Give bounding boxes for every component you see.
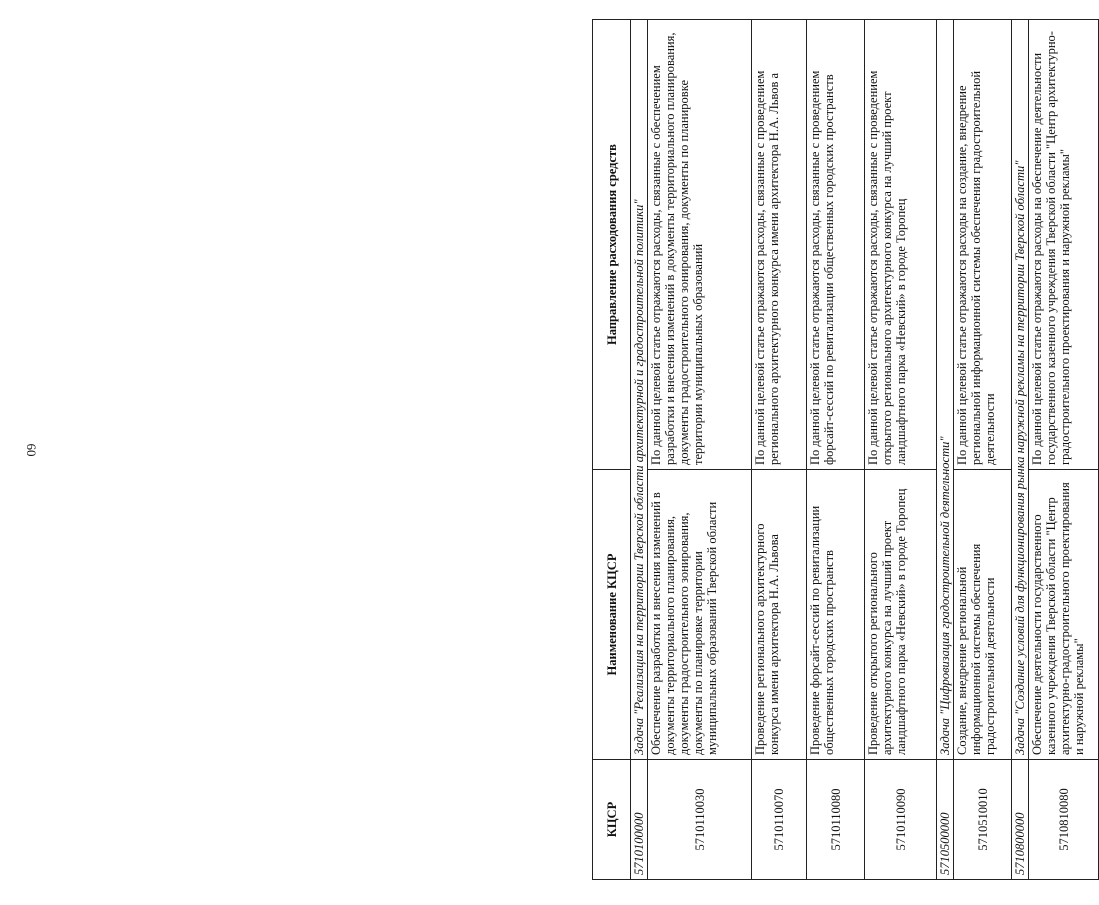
table-row [807, 20, 865, 880]
kcsr-code: 5710110070 [752, 760, 807, 880]
task-code: 5710500000 [937, 760, 954, 880]
kcsr-direction: По данной целевой статье отражаются расходы на создание, внедрение региональной информационной системы обеспечения градостроительной деятельности [954, 20, 1012, 470]
kcsr-code: 5710110080 [807, 760, 865, 880]
rotated-page [592, 20, 1092, 880]
kcsr-name: Обеспечение разработки и внесения изменений в документы территориального планирования, документы градостроительного зонирования, документы по планировке территории муниципальных образований Тверской области [648, 470, 752, 760]
table-row [648, 20, 752, 880]
kcsr-name: Обеспечение деятельности государственного казенного учреждения Тверской области "Центр архитектурно-градостроительного проектирования и наружной рекламы" [1029, 470, 1099, 760]
kcsr-code: 5710810080 [1029, 760, 1099, 880]
kcsr-name: Проведение открытого регионального архитектурного конкурса на лучший проект ландшафтного парка «Невский» в городе Торопец [865, 470, 937, 760]
table-row [865, 20, 937, 880]
kcsr-name: Проведение форсайт-сессий по ревитализации общественных городских пространств [807, 470, 865, 760]
kcsr-direction: По данной целевой статье отражаются расходы, связанные с проведением открытого регионального архитектурного конкурса на лучший проект ландшафтного парка «Невский» в городе Торопец [865, 20, 937, 470]
task-row [631, 20, 648, 880]
kcsr-code: 5710510010 [954, 760, 1012, 880]
kcsr-name: Создание, внедрение региональной информационной системы обеспечения градостроительной деятельности [954, 470, 1012, 760]
task-title: Задача "Цифровизация градостроительной деятельности" [937, 20, 954, 760]
header-row [593, 20, 631, 880]
task-row [937, 20, 954, 880]
kcsr-direction: По данной целевой статье отражаются расходы, связанные с проведением форсайт-сессий по ревитализации общественных городских пространств [807, 20, 865, 470]
table-row [1029, 20, 1099, 880]
table-row [752, 20, 807, 880]
task-code: 5710800000 [1012, 760, 1029, 880]
kcsr-direction: По данной целевой статье отражаются расходы, связанные с обеспечением разработки и внесения изменений в документы территориального планирования, документы градостроительного зонирования, документы по планировке территории муниципальных образований [648, 20, 752, 470]
task-title: Задача "Реализация на территории Тверской области архитектурной и градостроительной политики" [631, 20, 648, 760]
table-row [954, 20, 1012, 880]
kcsr-code: 5710110090 [865, 760, 937, 880]
header-name: Наименование КЦСР [593, 470, 631, 760]
header-kcsr: КЦСР [593, 760, 631, 880]
page-number: 60 [24, 443, 39, 457]
task-title: Задача "Создание условий для функционирования рынка наружной рекламы на территории Тверской области" [1012, 20, 1029, 760]
kcsr-name: Проведение регионального архитектурного конкурса имени архитектора Н.А. Львова [752, 470, 807, 760]
task-code: 5710100000 [631, 760, 648, 880]
kcsr-code: 5710110030 [648, 760, 752, 880]
kcsr-direction: По данной целевой статье отражаются расходы на обеспечение деятельности государственного казенного учреждения Тверской области "Центр архитектурно-градостроительного проектирования и наружной рекламы" [1029, 20, 1099, 470]
kcsr-direction: По данной целевой статье отражаются расходы, связанные с проведением регионального архитектурного конкурса имени архитектора Н.А. Львов а [752, 20, 807, 470]
kcsr-table [592, 19, 1099, 880]
task-row [1012, 20, 1029, 880]
header-direction: Направление расходования средств [593, 20, 631, 470]
